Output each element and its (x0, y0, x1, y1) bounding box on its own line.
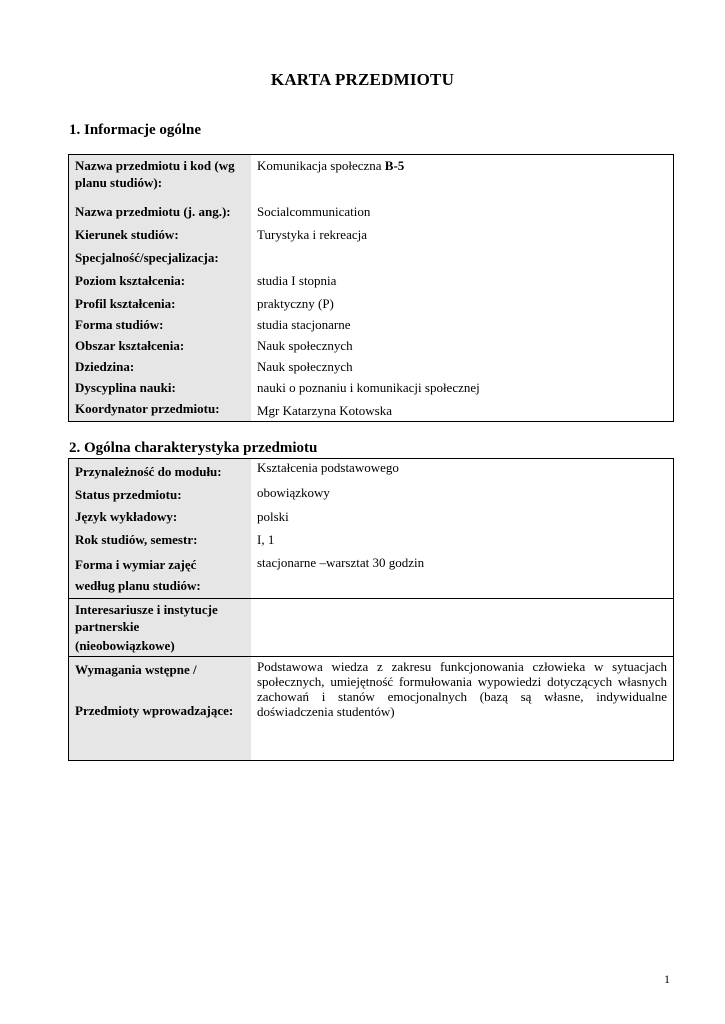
row-value: studia I stopnia (257, 272, 337, 288)
row-label: Profil kształcenia: (69, 293, 252, 314)
table-row (69, 314, 674, 335)
row-value (251, 247, 674, 270)
table-row (69, 201, 674, 224)
table-row (69, 155, 674, 201)
row-value: stacjonarne –warsztat 30 godzin (257, 555, 425, 570)
table-row (69, 398, 674, 422)
general-info-table (68, 154, 674, 422)
row-label: Poziom kształcenia: (69, 270, 252, 293)
row-label-line: Interesariusze i instytucje partnerskie (75, 602, 218, 634)
row-value: polski (257, 509, 289, 524)
table-row (69, 224, 674, 247)
row-label-line: według planu studiów: (75, 578, 201, 593)
row-label (69, 657, 252, 761)
table-row (69, 506, 674, 529)
row-value: Nauk społecznych (257, 358, 353, 374)
row-value: Nauk społecznych (257, 337, 353, 353)
row-label: Koordynator przedmiotu: (69, 398, 252, 422)
course-characteristics-table (68, 458, 674, 761)
row-value (251, 599, 674, 657)
row-label-line: (nieobowiązkowe) (75, 638, 175, 653)
row-value: Socialcommunication (257, 203, 371, 219)
table-row (69, 482, 674, 506)
section-heading-course-characteristics: 2. Ogólna charakterystyka przedmiotu (69, 440, 318, 456)
table-row (69, 247, 674, 270)
row-value: praktyczny (P) (257, 295, 334, 311)
row-label: Język wykładowy: (69, 506, 252, 529)
table-row (69, 335, 674, 356)
row-label: Rok studiów, semestr: (69, 529, 252, 552)
table-row (69, 377, 674, 398)
section-heading-general-info: 1. Informacje ogólne (69, 122, 202, 138)
document-title: KARTA PRZEDMIOTU (270, 70, 455, 89)
row-label (69, 552, 252, 599)
row-label-line: Forma i wymiar zajęć (75, 557, 197, 572)
table-row (69, 529, 674, 552)
row-value: Podstawowa wiedza z zakresu funkcjonowania człowieka w sytuacjach społecznych, umiejętność formułowania wypowiedzi dotyczących własnych zachowań i stanów emocjonalnych (bazą są własne, indywidualne doświadczenia studentów) (251, 657, 674, 761)
row-label: Kierunek studiów: (69, 224, 252, 247)
row-label-line: Wymagania wstępne / (75, 662, 197, 677)
row-label: Dziedzina: (69, 356, 252, 377)
row-label: Specjalność/specjalizacja: (69, 247, 252, 270)
row-value: I, 1 (257, 532, 275, 547)
row-label-line: Przedmioty wprowadzające: (75, 703, 234, 718)
row-value: obowiązkowy (257, 485, 330, 500)
row-label: Przynależność do modułu: (69, 459, 252, 483)
page-number: 1 (664, 972, 670, 986)
table-row (69, 293, 674, 314)
row-label (69, 599, 252, 657)
table-row (69, 657, 674, 761)
row-value: Kształcenia podstawowego (257, 460, 399, 475)
row-value (251, 155, 674, 201)
course-code: B-5 (384, 158, 405, 173)
row-value: studia stacjonarne (257, 316, 351, 332)
table-row (69, 599, 674, 657)
row-label: Nazwa przedmiotu (j. ang.): (69, 201, 252, 224)
row-value: Mgr Katarzyna Kotowska (257, 402, 393, 418)
table-row (69, 459, 674, 483)
row-label: Dyscyplina nauki: (69, 377, 252, 398)
course-name: Komunikacja społeczna (257, 158, 382, 173)
table-row (69, 356, 674, 377)
row-label: Obszar kształcenia: (69, 335, 252, 356)
row-label: Status przedmiotu: (69, 482, 252, 506)
table-row (69, 270, 674, 293)
table-row (69, 552, 674, 599)
row-value: Turystyka i rekreacja (257, 226, 367, 242)
row-value: nauki o poznaniu i komunikacji społecznej (257, 379, 480, 395)
row-label: Nazwa przedmiotu i kod (wg planu studiów): (69, 155, 252, 201)
row-label: Forma studiów: (69, 314, 252, 335)
